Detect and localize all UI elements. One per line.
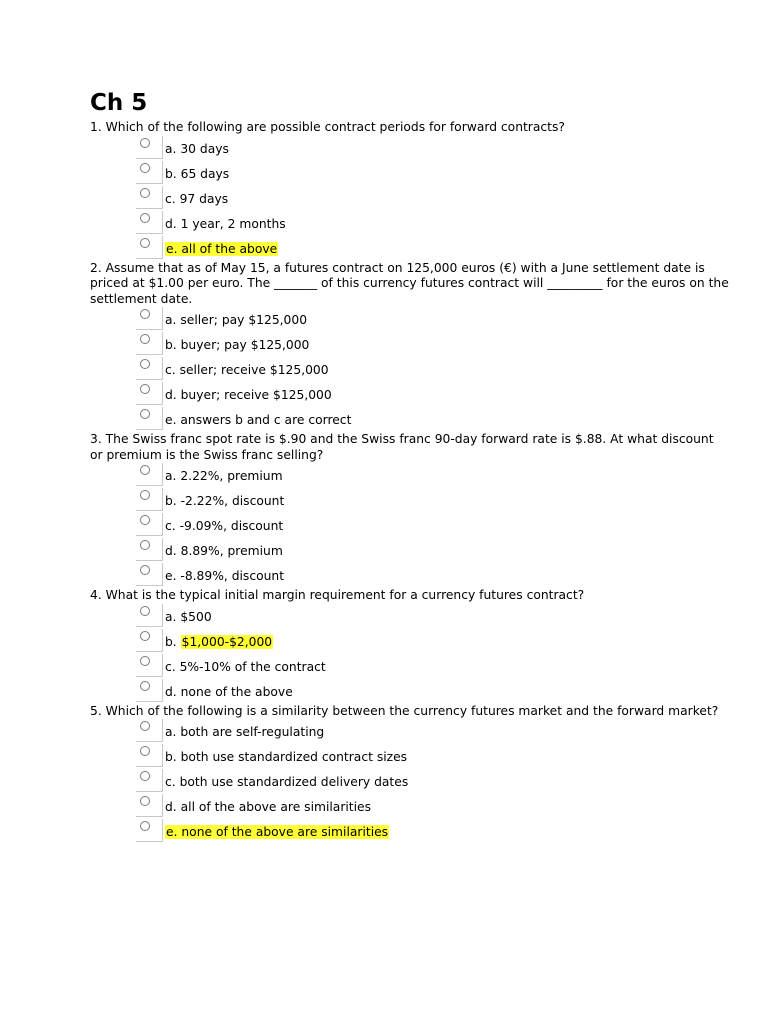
option-label	[165, 338, 309, 353]
radio-cell	[136, 463, 163, 486]
radio-button[interactable]	[140, 565, 150, 575]
radio-cell	[136, 769, 163, 792]
answer-option[interactable]	[90, 538, 730, 563]
answer-option[interactable]	[90, 629, 730, 654]
radio-cell	[136, 211, 163, 234]
option-label	[165, 569, 284, 584]
question-1	[90, 120, 730, 261]
option-label	[165, 494, 284, 509]
answer-options	[90, 463, 730, 588]
question-3	[90, 432, 730, 588]
option-text: c. 97 days	[165, 191, 229, 206]
radio-button[interactable]	[140, 465, 150, 475]
radio-cell	[136, 719, 163, 742]
radio-cell	[136, 407, 163, 430]
question-text: 1. Which of the following are possible contract periods for forward contracts?	[90, 120, 565, 134]
option-text: d. 1 year, 2 months	[165, 216, 286, 231]
answer-options	[90, 604, 730, 704]
radio-cell	[136, 186, 163, 209]
question-5	[90, 704, 730, 845]
option-text: c. 5%-10% of the contract	[165, 659, 326, 674]
answer-option[interactable]	[90, 719, 730, 744]
radio-cell	[136, 357, 163, 380]
radio-button[interactable]	[140, 409, 150, 419]
answer-option[interactable]	[90, 819, 730, 844]
option-label	[165, 825, 389, 840]
radio-button[interactable]	[140, 188, 150, 198]
option-text: a. seller; pay $125,000	[165, 313, 308, 327]
option-label	[165, 142, 229, 157]
answer-option[interactable]	[90, 654, 730, 679]
option-label	[165, 544, 283, 559]
answer-option[interactable]	[90, 186, 730, 211]
answer-option[interactable]	[90, 488, 730, 513]
option-text: d. 8.89%, premium	[165, 544, 283, 558]
option-text: d. buyer; receive $125,000	[165, 388, 332, 402]
answer-option[interactable]	[90, 382, 730, 407]
option-text: e. -8.89%, discount	[165, 569, 285, 583]
radio-cell	[136, 332, 163, 355]
answer-option[interactable]	[90, 136, 730, 161]
answer-options	[90, 136, 730, 261]
option-label	[165, 167, 229, 182]
answer-option[interactable]	[90, 604, 730, 629]
radio-button[interactable]	[140, 163, 150, 173]
radio-button[interactable]	[140, 821, 150, 831]
radio-cell	[136, 819, 163, 842]
option-text: c. -9.09%, discount	[165, 519, 284, 533]
question-text: 2. Assume that as of May 15, a futures contract on 125,000 euros (€) with a June settlement date is priced at $1.00 per euro. The _______ of this currency futures contract will _________ for the euros on the settlement date.	[90, 260, 733, 306]
radio-button[interactable]	[140, 238, 150, 248]
option-text: c. both use standardized delivery dates	[165, 775, 409, 789]
highlighted-answer: e. all of the above	[166, 241, 278, 256]
radio-cell	[136, 604, 163, 627]
answer-option[interactable]	[90, 236, 730, 261]
radio-cell	[136, 382, 163, 405]
radio-cell	[136, 488, 163, 511]
radio-cell	[136, 679, 163, 702]
option-text: d. all of the above are similarities	[165, 800, 372, 814]
option-label	[165, 775, 408, 790]
option-text: c. seller; receive $125,000	[165, 363, 329, 377]
option-label	[165, 313, 307, 328]
radio-button[interactable]	[140, 721, 150, 731]
radio-cell	[136, 654, 163, 677]
option-label	[165, 660, 326, 675]
option-label	[165, 685, 293, 700]
option-text: d. none of the above	[165, 684, 293, 699]
answer-option[interactable]	[90, 794, 730, 819]
document-page	[90, 88, 733, 844]
radio-button[interactable]	[140, 656, 150, 666]
question-text: 3. The Swiss franc spot rate is $.90 and the Swiss franc 90-day forward rate is $.88. At what discount or premium is the Swiss franc selling?	[90, 432, 718, 462]
radio-button[interactable]	[140, 746, 150, 756]
option-label	[165, 413, 351, 428]
radio-cell	[136, 538, 163, 561]
option-text: a. 30 days	[165, 141, 229, 156]
option-label	[165, 242, 278, 257]
radio-button[interactable]	[140, 334, 150, 344]
question-text: 4. What is the typical initial margin requirement for a currency futures contract?	[90, 588, 585, 602]
radio-button[interactable]	[140, 771, 150, 781]
radio-button[interactable]	[140, 515, 150, 525]
question-text: 5. Which of the following is a similarity between the currency futures market and the forward market?	[90, 703, 719, 718]
option-label	[165, 363, 329, 378]
radio-button[interactable]	[140, 309, 150, 319]
option-label	[165, 635, 273, 650]
radio-cell	[136, 136, 163, 159]
option-label	[165, 192, 228, 207]
answer-options	[90, 307, 730, 432]
radio-cell	[136, 744, 163, 767]
answer-option[interactable]	[90, 679, 730, 704]
option-label	[165, 217, 286, 232]
answer-option[interactable]	[90, 407, 730, 432]
radio-button[interactable]	[140, 631, 150, 641]
option-label	[165, 725, 324, 740]
highlighted-answer: $1,000-$2,000	[181, 634, 273, 649]
radio-button[interactable]	[140, 606, 150, 616]
option-text: e. answers b and c are correct	[165, 413, 352, 427]
radio-cell	[136, 161, 163, 184]
answer-options	[90, 719, 730, 844]
option-text: b. 65 days	[165, 166, 230, 181]
option-label	[165, 750, 407, 765]
radio-cell	[136, 236, 163, 259]
option-label	[165, 610, 212, 625]
option-label	[165, 469, 283, 484]
question-2	[90, 260, 733, 433]
option-text: a. 2.22%, premium	[165, 469, 283, 483]
radio-cell	[136, 794, 163, 817]
option-text: b. buyer; pay $125,000	[165, 338, 310, 352]
radio-cell	[136, 629, 163, 652]
radio-button[interactable]	[140, 681, 150, 691]
option-label	[165, 388, 332, 403]
answer-option[interactable]	[90, 744, 730, 769]
answer-option[interactable]	[90, 463, 730, 488]
answer-option[interactable]	[90, 563, 730, 588]
option-label	[165, 519, 283, 534]
answer-option[interactable]	[90, 211, 730, 236]
answer-option[interactable]	[90, 513, 730, 538]
radio-button[interactable]	[140, 490, 150, 500]
page-title: Ch 5	[90, 90, 148, 116]
answer-option[interactable]	[90, 161, 730, 186]
option-text: b. both use standardized contract sizes	[165, 750, 408, 764]
radio-button[interactable]	[140, 796, 150, 806]
answer-option[interactable]	[90, 357, 730, 382]
option-text: a. $500	[165, 609, 212, 624]
radio-cell	[136, 307, 163, 330]
option-prefix: b.	[165, 634, 181, 649]
highlighted-answer: e. none of the above are similarities	[166, 825, 389, 839]
radio-button[interactable]	[140, 540, 150, 550]
radio-cell	[136, 513, 163, 536]
radio-button[interactable]	[140, 359, 150, 369]
radio-button[interactable]	[140, 384, 150, 394]
option-text: a. both are self-regulating	[165, 725, 325, 739]
answer-option[interactable]	[90, 307, 730, 332]
answer-option[interactable]	[90, 769, 730, 794]
question-4	[90, 588, 730, 704]
option-text: b. -2.22%, discount	[165, 494, 285, 508]
quiz	[90, 120, 733, 844]
radio-cell	[136, 563, 163, 586]
option-label	[165, 800, 371, 815]
radio-button[interactable]	[140, 138, 150, 148]
answer-option[interactable]	[90, 332, 730, 357]
radio-button[interactable]	[140, 213, 150, 223]
